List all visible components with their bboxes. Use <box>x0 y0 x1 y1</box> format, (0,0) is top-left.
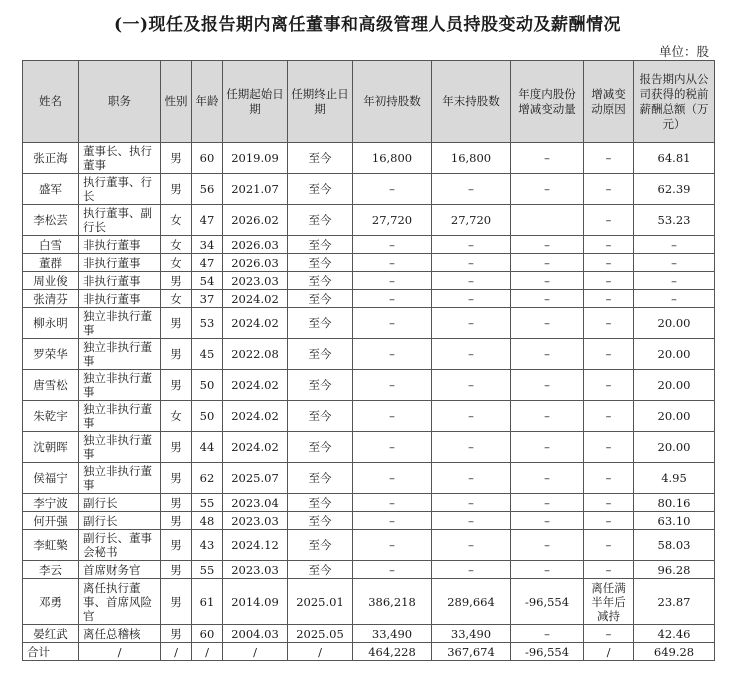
cell-reason: – <box>584 143 634 174</box>
cell-change: – <box>511 254 584 272</box>
cell-start: 2024.12 <box>223 530 288 561</box>
table-row <box>23 432 715 463</box>
cell-start: 2022.08 <box>223 339 288 370</box>
cell-reason: – <box>584 530 634 561</box>
table-row <box>23 272 715 290</box>
cell-start: 2014.09 <box>223 579 288 625</box>
cell-sex: 男 <box>161 174 192 205</box>
cell-name: 朱乾宇 <box>23 401 79 432</box>
cell-reason: – <box>584 290 634 308</box>
cell-role: 副行长 <box>79 494 161 512</box>
cell-pay: 20.00 <box>634 339 715 370</box>
cell-end: 至今 <box>288 290 353 308</box>
cell-pay: 20.00 <box>634 370 715 401</box>
cell-finish: 27,720 <box>432 205 511 236</box>
cell-start: 2024.02 <box>223 432 288 463</box>
cell-finish: – <box>432 308 511 339</box>
table-row <box>23 530 715 561</box>
cell-reason: – <box>584 561 634 579</box>
cell-sex: 女 <box>161 254 192 272</box>
total-name: 合计 <box>23 643 79 661</box>
cell-start: 2025.07 <box>223 463 288 494</box>
table-row <box>23 401 715 432</box>
cell-end: 至今 <box>288 339 353 370</box>
cell-name: 周业俊 <box>23 272 79 290</box>
cell-start: 2023.03 <box>223 512 288 530</box>
cell-age: 50 <box>192 401 223 432</box>
cell-reason: – <box>584 401 634 432</box>
cell-sex: 男 <box>161 463 192 494</box>
cell-end: 至今 <box>288 205 353 236</box>
total-pay: 649.28 <box>634 643 715 661</box>
cell-change: – <box>511 432 584 463</box>
cell-name: 何开强 <box>23 512 79 530</box>
cell-begin: 16,800 <box>353 143 432 174</box>
cell-begin: – <box>353 339 432 370</box>
cell-end: 2025.01 <box>288 579 353 625</box>
cell-change: – <box>511 625 584 643</box>
cell-finish: – <box>432 432 511 463</box>
cell-finish: – <box>432 174 511 205</box>
cell-reason: – <box>584 370 634 401</box>
cell-name: 张清芬 <box>23 290 79 308</box>
cell-change: – <box>511 339 584 370</box>
cell-role: 非执行董事 <box>79 272 161 290</box>
cell-sex: 男 <box>161 530 192 561</box>
cell-begin: – <box>353 401 432 432</box>
cell-role: 独立非执行董事 <box>79 432 161 463</box>
cell-start: 2024.02 <box>223 290 288 308</box>
cell-reason: – <box>584 236 634 254</box>
cell-start: 2023.04 <box>223 494 288 512</box>
cell-reason: 离任满半年后减持 <box>584 579 634 625</box>
cell-finish: – <box>432 236 511 254</box>
cell-change: – <box>511 530 584 561</box>
cell-pay: 4.95 <box>634 463 715 494</box>
cell-finish: – <box>432 512 511 530</box>
cell-end: 至今 <box>288 143 353 174</box>
cell-change <box>511 205 584 236</box>
cell-finish: – <box>432 530 511 561</box>
cell-finish: – <box>432 370 511 401</box>
cell-age: 62 <box>192 463 223 494</box>
cell-begin: – <box>353 432 432 463</box>
table-row <box>23 463 715 494</box>
table-row <box>23 512 715 530</box>
cell-pay: 80.16 <box>634 494 715 512</box>
cell-pay: 96.28 <box>634 561 715 579</box>
cell-age: 45 <box>192 339 223 370</box>
cell-end: 至今 <box>288 272 353 290</box>
cell-sex: 男 <box>161 494 192 512</box>
cell-sex: 男 <box>161 143 192 174</box>
total-reason: / <box>584 643 634 661</box>
cell-age: 61 <box>192 579 223 625</box>
cell-change: – <box>511 174 584 205</box>
cell-age: 47 <box>192 205 223 236</box>
cell-role: 副行长 <box>79 512 161 530</box>
cell-start: 2026.03 <box>223 236 288 254</box>
cell-role: 首席财务官 <box>79 561 161 579</box>
cell-sex: 男 <box>161 512 192 530</box>
cell-change: – <box>511 512 584 530</box>
cell-name: 晏红武 <box>23 625 79 643</box>
cell-age: 53 <box>192 308 223 339</box>
cell-reason: – <box>584 463 634 494</box>
cell-finish: – <box>432 272 511 290</box>
cell-change: – <box>511 401 584 432</box>
cell-begin: 27,720 <box>353 205 432 236</box>
cell-reason: – <box>584 205 634 236</box>
cell-reason: – <box>584 308 634 339</box>
holdings-table <box>22 60 715 661</box>
cell-begin: – <box>353 254 432 272</box>
total-change: -96,554 <box>511 643 584 661</box>
cell-name: 李虹檠 <box>23 530 79 561</box>
cell-finish: – <box>432 254 511 272</box>
cell-begin: – <box>353 308 432 339</box>
cell-end: 至今 <box>288 236 353 254</box>
table-row <box>23 174 715 205</box>
cell-begin: – <box>353 530 432 561</box>
cell-name: 盛军 <box>23 174 79 205</box>
cell-sex: 女 <box>161 401 192 432</box>
cell-age: 60 <box>192 143 223 174</box>
cell-sex: 女 <box>161 236 192 254</box>
cell-finish: – <box>432 561 511 579</box>
cell-role: 独立非执行董事 <box>79 463 161 494</box>
cell-sex: 男 <box>161 272 192 290</box>
cell-age: 54 <box>192 272 223 290</box>
cell-reason: – <box>584 339 634 370</box>
header-begin-shares: 年初持股数 <box>353 61 432 143</box>
cell-name: 唐雪松 <box>23 370 79 401</box>
cell-end: 至今 <box>288 401 353 432</box>
cell-finish: – <box>432 494 511 512</box>
cell-start: 2004.03 <box>223 625 288 643</box>
cell-age: 34 <box>192 236 223 254</box>
header-end: 任期终止日期 <box>288 61 353 143</box>
cell-begin: – <box>353 272 432 290</box>
cell-role: 离任执行董事、首席风险官 <box>79 579 161 625</box>
cell-role: 独立非执行董事 <box>79 339 161 370</box>
cell-age: 55 <box>192 561 223 579</box>
cell-end: 至今 <box>288 512 353 530</box>
cell-name: 李云 <box>23 561 79 579</box>
cell-start: 2021.07 <box>223 174 288 205</box>
cell-pay: 58.03 <box>634 530 715 561</box>
table-row <box>23 339 715 370</box>
cell-role: 离任总稽核 <box>79 625 161 643</box>
cell-name: 董群 <box>23 254 79 272</box>
cell-change: – <box>511 272 584 290</box>
total-start: / <box>223 643 288 661</box>
cell-age: 47 <box>192 254 223 272</box>
header-name: 姓名 <box>23 61 79 143</box>
cell-name: 白雪 <box>23 236 79 254</box>
table-row <box>23 625 715 643</box>
cell-sex: 男 <box>161 308 192 339</box>
cell-pay: 53.23 <box>634 205 715 236</box>
cell-start: 2023.03 <box>223 561 288 579</box>
table-row <box>23 579 715 625</box>
cell-sex: 女 <box>161 205 192 236</box>
table-row <box>23 143 715 174</box>
unit-label: 单位：股 <box>658 44 709 59</box>
cell-pay: – <box>634 290 715 308</box>
header-pay: 报告期内从公司获得的税前薪酬总额（万元） <box>634 61 715 143</box>
cell-start: 2024.02 <box>223 370 288 401</box>
cell-pay: – <box>634 272 715 290</box>
cell-change: – <box>511 561 584 579</box>
total-end: / <box>288 643 353 661</box>
cell-change: – <box>511 290 584 308</box>
cell-pay: 20.00 <box>634 401 715 432</box>
cell-reason: – <box>584 272 634 290</box>
cell-pay: 20.00 <box>634 432 715 463</box>
cell-age: 50 <box>192 370 223 401</box>
table-row <box>23 561 715 579</box>
cell-age: 37 <box>192 290 223 308</box>
cell-finish: 289,664 <box>432 579 511 625</box>
cell-name: 侯福宁 <box>23 463 79 494</box>
cell-end: 至今 <box>288 530 353 561</box>
cell-sex: 男 <box>161 339 192 370</box>
cell-begin: – <box>353 494 432 512</box>
table-row <box>23 494 715 512</box>
total-finish: 367,674 <box>432 643 511 661</box>
cell-change: – <box>511 143 584 174</box>
cell-change: – <box>511 236 584 254</box>
total-age: / <box>192 643 223 661</box>
cell-sex: 男 <box>161 561 192 579</box>
cell-change: -96,554 <box>511 579 584 625</box>
cell-finish: – <box>432 463 511 494</box>
cell-sex: 女 <box>161 290 192 308</box>
cell-role: 执行董事、行长 <box>79 174 161 205</box>
cell-begin: – <box>353 174 432 205</box>
cell-end: 2025.05 <box>288 625 353 643</box>
cell-role: 副行长、董事会秘书 <box>79 530 161 561</box>
table-row <box>23 236 715 254</box>
table-title: (一)现任及报告期内离任董事和高级管理人员持股变动及薪酬情况 <box>113 15 622 35</box>
cell-name: 柳永明 <box>23 308 79 339</box>
cell-age: 48 <box>192 512 223 530</box>
table-row <box>23 370 715 401</box>
table-row <box>23 205 715 236</box>
cell-pay: – <box>634 254 715 272</box>
cell-finish: 33,490 <box>432 625 511 643</box>
cell-pay: – <box>634 236 715 254</box>
cell-age: 56 <box>192 174 223 205</box>
cell-change: – <box>511 494 584 512</box>
cell-reason: – <box>584 512 634 530</box>
cell-role: 非执行董事 <box>79 236 161 254</box>
cell-begin: – <box>353 370 432 401</box>
cell-pay: 42.46 <box>634 625 715 643</box>
header-start: 任期起始日期 <box>223 61 288 143</box>
cell-age: 60 <box>192 625 223 643</box>
cell-finish: – <box>432 339 511 370</box>
cell-role: 董事长、执行董事 <box>79 143 161 174</box>
cell-role: 非执行董事 <box>79 290 161 308</box>
cell-end: 至今 <box>288 463 353 494</box>
cell-change: – <box>511 463 584 494</box>
cell-begin: – <box>353 236 432 254</box>
cell-begin: – <box>353 463 432 494</box>
cell-name: 李松芸 <box>23 205 79 236</box>
cell-begin: – <box>353 290 432 308</box>
table-row <box>23 290 715 308</box>
cell-begin: 33,490 <box>353 625 432 643</box>
cell-role: 执行董事、副行长 <box>79 205 161 236</box>
total-sex: / <box>161 643 192 661</box>
cell-finish: 16,800 <box>432 143 511 174</box>
table-row <box>23 254 715 272</box>
cell-role: 独立非执行董事 <box>79 370 161 401</box>
cell-age: 43 <box>192 530 223 561</box>
cell-pay: 20.00 <box>634 308 715 339</box>
cell-pay: 62.39 <box>634 174 715 205</box>
total-begin: 464,228 <box>353 643 432 661</box>
header-age: 年龄 <box>192 61 223 143</box>
cell-reason: – <box>584 174 634 205</box>
cell-finish: – <box>432 290 511 308</box>
cell-end: 至今 <box>288 432 353 463</box>
cell-sex: 男 <box>161 579 192 625</box>
cell-end: 至今 <box>288 370 353 401</box>
cell-role: 非执行董事 <box>79 254 161 272</box>
cell-start: 2023.03 <box>223 272 288 290</box>
total-row <box>23 643 715 661</box>
cell-start: 2019.09 <box>223 143 288 174</box>
cell-name: 张正海 <box>23 143 79 174</box>
cell-begin: – <box>353 561 432 579</box>
cell-finish: – <box>432 401 511 432</box>
cell-change: – <box>511 370 584 401</box>
header-change: 年度内股份增减变动量 <box>511 61 584 143</box>
cell-name: 沈朝晖 <box>23 432 79 463</box>
cell-role: 独立非执行董事 <box>79 401 161 432</box>
cell-start: 2026.03 <box>223 254 288 272</box>
cell-name: 邓勇 <box>23 579 79 625</box>
cell-age: 44 <box>192 432 223 463</box>
cell-name: 罗荣华 <box>23 339 79 370</box>
cell-name: 李宁波 <box>23 494 79 512</box>
table-row <box>23 308 715 339</box>
cell-end: 至今 <box>288 494 353 512</box>
header-role: 职务 <box>79 61 161 143</box>
cell-reason: – <box>584 432 634 463</box>
cell-pay: 63.10 <box>634 512 715 530</box>
cell-end: 至今 <box>288 254 353 272</box>
header-row <box>23 61 715 143</box>
cell-end: 至今 <box>288 308 353 339</box>
cell-begin: 386,218 <box>353 579 432 625</box>
total-role: / <box>79 643 161 661</box>
cell-sex: 男 <box>161 432 192 463</box>
cell-reason: – <box>584 494 634 512</box>
cell-begin: – <box>353 512 432 530</box>
cell-age: 55 <box>192 494 223 512</box>
cell-change: – <box>511 308 584 339</box>
cell-end: 至今 <box>288 561 353 579</box>
cell-sex: 男 <box>161 625 192 643</box>
cell-end: 至今 <box>288 174 353 205</box>
header-sex: 性别 <box>161 61 192 143</box>
cell-start: 2024.02 <box>223 308 288 339</box>
cell-pay: 23.87 <box>634 579 715 625</box>
header-reason: 增减变动原因 <box>584 61 634 143</box>
cell-role: 独立非执行董事 <box>79 308 161 339</box>
cell-start: 2024.02 <box>223 401 288 432</box>
cell-start: 2026.02 <box>223 205 288 236</box>
cell-reason: – <box>584 254 634 272</box>
cell-reason: – <box>584 625 634 643</box>
cell-pay: 64.81 <box>634 143 715 174</box>
header-end-shares: 年末持股数 <box>432 61 511 143</box>
cell-sex: 男 <box>161 370 192 401</box>
